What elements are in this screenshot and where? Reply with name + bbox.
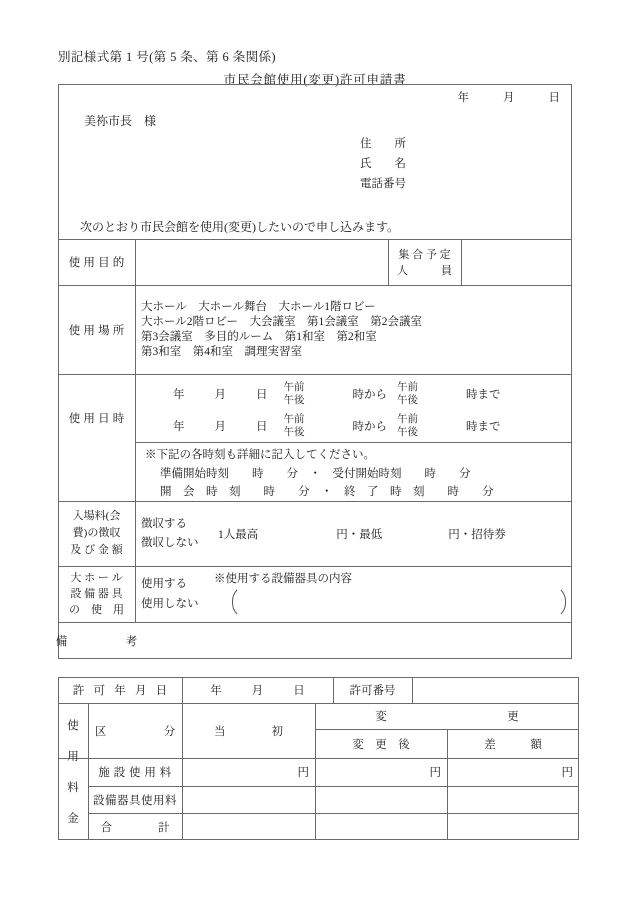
header-date xyxy=(400,88,560,106)
location-rooms xyxy=(141,285,566,374)
ampm-from-pm: 午後 xyxy=(283,427,305,438)
permit-number-value[interactable] xyxy=(418,677,573,703)
equipment-options[interactable] xyxy=(141,570,221,618)
ampm-from-am: 午前 xyxy=(283,382,305,393)
permit-date-month: 月 xyxy=(251,685,264,697)
difference-label: 差 額 xyxy=(484,738,542,751)
fee-vertical-char: 料 xyxy=(67,782,79,795)
fee-row-initial[interactable] xyxy=(182,813,309,840)
datetime-from-suffix: 時から xyxy=(352,421,387,433)
applicant-phone-label: 電話番号 xyxy=(360,177,406,190)
location-room-line[interactable]: 大ホール2階ロビー 大会議室 第1会議室 第2会議室 xyxy=(141,315,423,328)
fee-row-after-change[interactable]: 円 xyxy=(429,767,441,779)
change-label-right: 更 xyxy=(507,711,519,723)
datetime-day: 日 xyxy=(256,421,268,433)
datetime-year: 年 xyxy=(173,421,185,433)
admission-yen-invitation: 円・招待券 xyxy=(448,528,506,541)
equipment-label-line3: の 使 用 xyxy=(69,604,124,616)
equipment-option-not-use[interactable]: 使用しない xyxy=(141,598,199,610)
datetime-label: 使用日時 xyxy=(68,413,128,425)
purpose-value[interactable] xyxy=(141,239,386,285)
datetime-day: 日 xyxy=(256,389,268,401)
datetime-to-suffix: 時まで xyxy=(466,389,501,401)
equipment-label-line1: 大 ホ ー ル xyxy=(70,572,123,584)
purpose-label: 使用目的 xyxy=(68,257,128,269)
fee-row-after-change[interactable] xyxy=(315,813,441,840)
admission-option-not-collect[interactable]: 徴収しない xyxy=(141,536,199,549)
permit-date-label: 許 可 年 月 日 xyxy=(72,685,171,697)
permit-date-day: 日 xyxy=(293,685,305,697)
ampm-to-toggle[interactable] xyxy=(397,381,418,407)
divider-number-value xyxy=(412,677,413,703)
ampm-to-pm: 午後 xyxy=(397,395,418,406)
after-change-label: 変 更 後 xyxy=(352,738,410,751)
datetime-to-suffix: 時まで xyxy=(466,421,501,433)
fee-vertical-char: 金 xyxy=(67,813,79,826)
location-room-line[interactable]: 第3会議室 多目的ルーム 第1和室 第2和室 xyxy=(141,330,377,343)
location-label: 使用場所 xyxy=(68,324,128,337)
location-room-line[interactable]: 第3和室 第4和室 調理実習室 xyxy=(141,345,302,358)
datetime-detail-line1[interactable]: 準備開始時刻 時 分 ・ 受付開始時刻 時 分 xyxy=(160,467,471,480)
fee-vertical-label xyxy=(58,703,88,840)
initial-label: 当 初 xyxy=(214,725,283,738)
application-statement: 次のとおり市民会館を使用(変更)したいので申し込みます。 xyxy=(80,219,400,234)
remarks-label: 備 考 xyxy=(55,635,144,648)
fee-vertical-char: 使 xyxy=(67,719,79,732)
document-title: 市民会館使用(変更)許可申請書 xyxy=(223,73,407,87)
equipment-label xyxy=(58,566,135,622)
fee-row-difference[interactable]: 円 xyxy=(561,767,573,779)
ampm-to-am: 午前 xyxy=(397,382,418,393)
fee-vertical-char: 用 xyxy=(67,750,79,763)
divider-label-column xyxy=(135,239,136,622)
category-label: 区 分 xyxy=(94,725,176,738)
datetime-from-suffix: 時から xyxy=(352,389,387,401)
fee-row-difference[interactable] xyxy=(447,813,573,840)
fee-row-name: 施 設 使 用 料 xyxy=(98,767,172,779)
ampm-from-toggle[interactable] xyxy=(284,413,305,439)
equipment-contents-box[interactable] xyxy=(232,585,566,619)
ampm-to-pm: 午後 xyxy=(397,427,418,438)
fee-row-initial[interactable] xyxy=(182,786,309,813)
datetime-row[interactable] xyxy=(141,410,571,442)
fee-row-difference[interactable] xyxy=(447,786,573,813)
admission-label-line2: 費)の徴収 xyxy=(72,527,121,539)
admission-label xyxy=(58,501,135,566)
applicant-name-label: 氏 名 xyxy=(360,157,406,170)
attendance-label xyxy=(388,239,461,285)
datetime-month: 月 xyxy=(214,421,226,433)
addressee: 美祢市長 様 xyxy=(84,113,157,128)
fee-row-after-change[interactable] xyxy=(315,786,441,813)
fee-row-name: 設備器具使用料 xyxy=(93,794,177,807)
equipment-label-line2: 設 備 器 具 xyxy=(70,588,123,600)
equipment-option-use[interactable]: 使用する xyxy=(141,578,187,590)
ampm-to-am: 午前 xyxy=(397,414,418,425)
datetime-month: 月 xyxy=(214,389,226,401)
attendance-label-line1: 集 合 予 定 xyxy=(398,249,451,261)
attendance-label-line2: 人 員 xyxy=(397,265,452,277)
location-room-line[interactable]: 大ホール 大ホール舞台 大ホール1階ロビー xyxy=(141,300,376,313)
header-date-day: 日 xyxy=(548,92,560,104)
admission-option-collect[interactable]: 徴収する xyxy=(141,517,187,530)
datetime-note: ※下記の各時刻も詳細に記入してください。 xyxy=(145,448,375,461)
equipment-contents-note: ※使用する設備器具の内容 xyxy=(214,572,352,585)
permit-date-value[interactable] xyxy=(182,677,333,703)
header-date-year: 年 xyxy=(457,92,469,104)
fee-row-name: 合 計 xyxy=(100,821,170,834)
admission-options[interactable] xyxy=(141,501,216,566)
ampm-from-pm: 午後 xyxy=(283,395,305,406)
admission-label-line1: 入場料(会 xyxy=(72,510,121,522)
datetime-year: 年 xyxy=(173,389,185,401)
datetime-row[interactable] xyxy=(141,378,571,410)
fee-row-initial[interactable]: 円 xyxy=(297,767,309,779)
datetime-detail-line2[interactable]: 開 会 時 刻 時 分 ・ 終 了 時 刻 時 分 xyxy=(160,485,494,498)
header-date-month: 月 xyxy=(503,92,515,104)
admission-label-line3: 及 び 金 額 xyxy=(70,544,123,556)
form-number: 別記様式第 1 号(第 5 条、第 6 条関係) xyxy=(58,50,276,64)
permit-date-year: 年 xyxy=(210,685,222,697)
ampm-from-am: 午前 xyxy=(283,414,305,425)
divider-attendance-value xyxy=(461,239,462,285)
admission-per-person-max: 1人最高 xyxy=(218,528,259,541)
change-label-left: 変 xyxy=(375,711,387,723)
applicant-address-label: 住 所 xyxy=(360,137,406,150)
divider-datetime-note xyxy=(135,442,572,443)
admission-yen-min: 円・最低 xyxy=(336,528,383,541)
remarks-value[interactable] xyxy=(141,622,566,659)
ampm-from-toggle[interactable] xyxy=(284,381,305,407)
ampm-to-toggle[interactable] xyxy=(397,413,418,439)
attendance-value[interactable] xyxy=(467,239,567,285)
permit-number-label: 許可番号 xyxy=(349,685,396,697)
admission-amounts[interactable] xyxy=(218,501,568,566)
